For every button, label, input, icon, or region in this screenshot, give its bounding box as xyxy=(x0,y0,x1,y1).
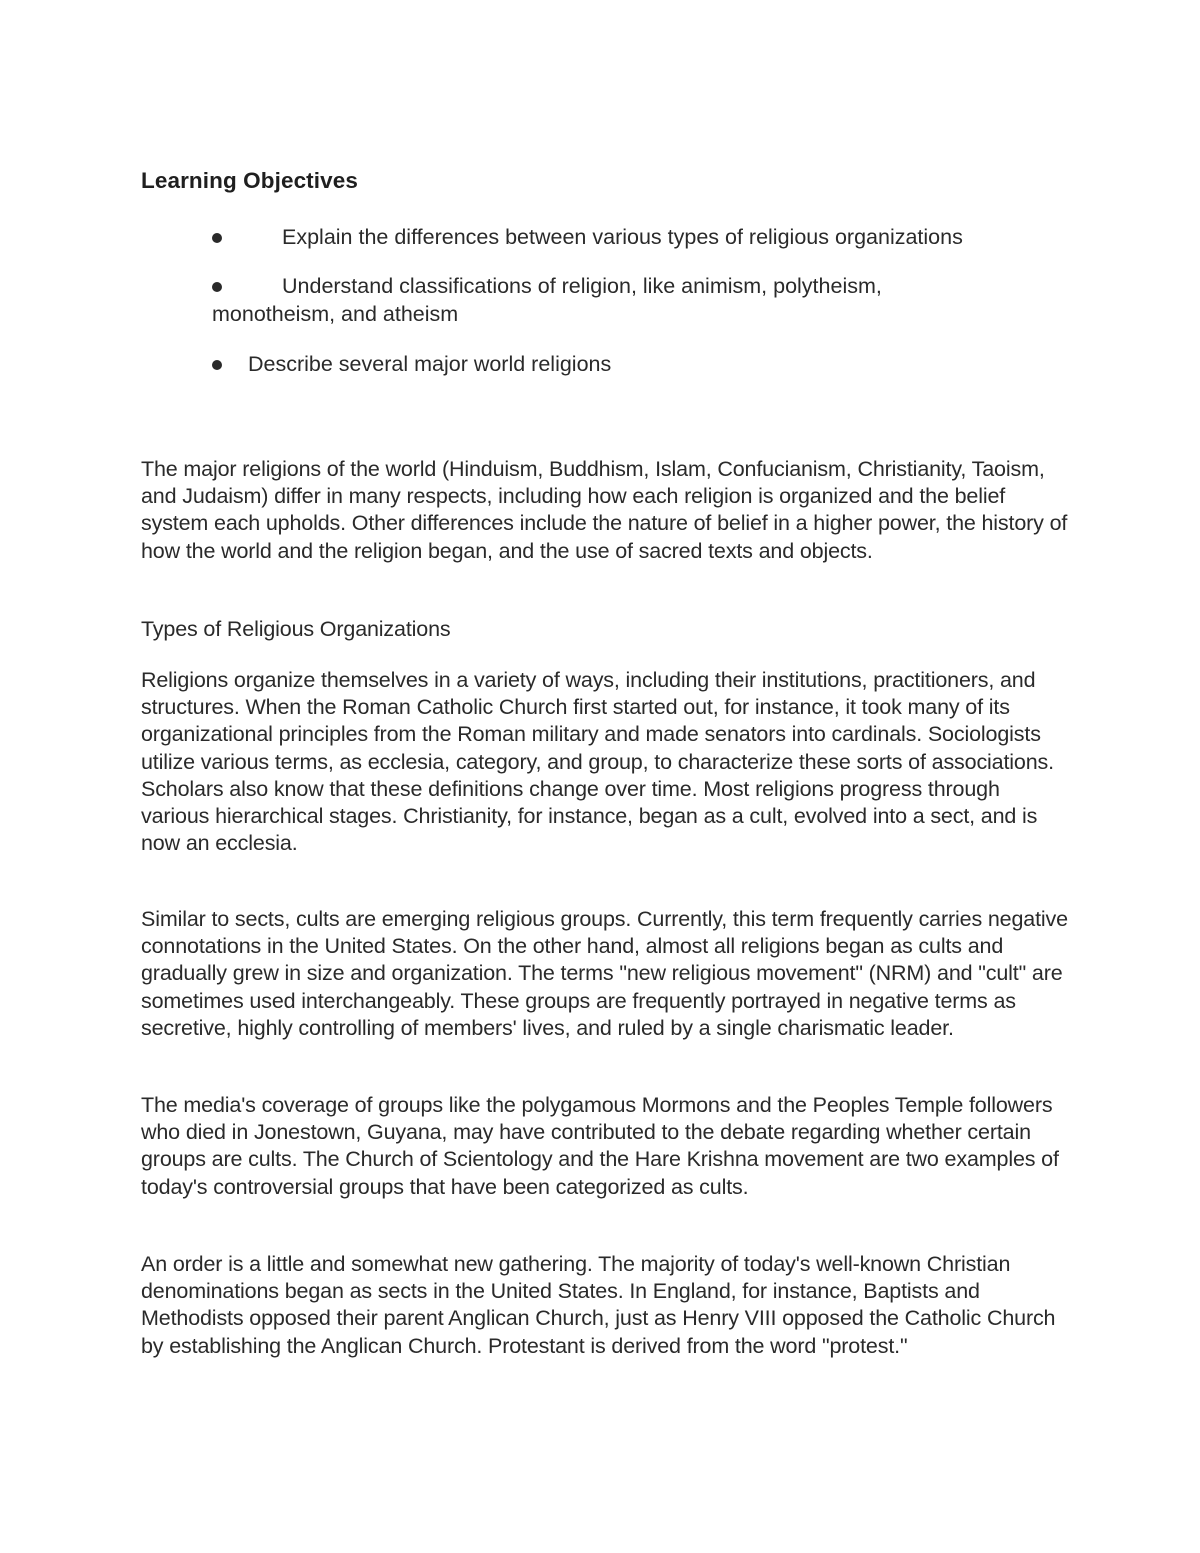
body-paragraph: Religions organize themselves in a variety of ways, including their institutions, practitioners, and structures. When the Roman Catholic Church first started out, for instance, it took many of its organizational principles from the Roman military and made senators into cardinals. Sociologists utilize various terms, as ecclesia, category, and group, to characterize these sorts of associations. Scholars also know that these definitions change over time. Most religions progress through various hierarchical stages. Christianity, for instance, began as a cult, evolved into a sect, and is now an ecclesia. xyxy=(141,668,1054,856)
intro-paragraph: The major religions of the world (Hinduism, Buddhism, Islam, Confucianism, Christianity, Taoism, and Judaism) differ in many respects, including how each religion is organized and the belief system each upholds. Other differences include the nature of belief in a higher power, the history of how the world and the religion began, and the use of sacred texts and objects. xyxy=(141,457,1068,563)
body-paragraph: An order is a little and somewhat new gathering. The majority of today's well-known Christian denominations began as sects in the United States. In England, for instance, Baptists and Methodists opposed their parent Anglican Church, just as Henry VIII opposed the Catholic Church by establishing the Anglican Church. Protestant is derived from the word "protest." xyxy=(141,1252,1056,1358)
body-paragraph: Similar to sects, cults are emerging religious groups. Currently, this term frequently carries negative connotations in the United States. On the other hand, almost all religions began as cults and gradually grew in size and organization. The terms "new religious movement" (NRM) and "cult" are sometimes used interchangeably. These groups are frequently portrayed in negative terms as secretive, highly controlling of members' lives, and ruled by a single charismatic leader. xyxy=(141,907,1068,1040)
bullet-icon xyxy=(212,233,222,243)
bullet-icon xyxy=(212,360,222,370)
objective-text: Describe several major world religions xyxy=(248,352,612,376)
section-subheading: Types of Religious Organizations xyxy=(141,617,451,641)
learning-objectives-heading: Learning Objectives xyxy=(141,168,358,193)
body-paragraph: The media's coverage of groups like the polygamous Mormons and the Peoples Temple followers who died in Jonestown, Guyana, may have contributed to the debate regarding whether certain groups are cults. The Church of Scientology and the Hare Krishna movement are two examples of today's controversial groups that have been categorized as cults. xyxy=(141,1093,1059,1199)
objective-text: Explain the differences between various types of religious organizations xyxy=(282,225,963,249)
objective-text: Understand classifications of religion, like animism, polytheism, monotheism, and atheism xyxy=(212,274,882,326)
